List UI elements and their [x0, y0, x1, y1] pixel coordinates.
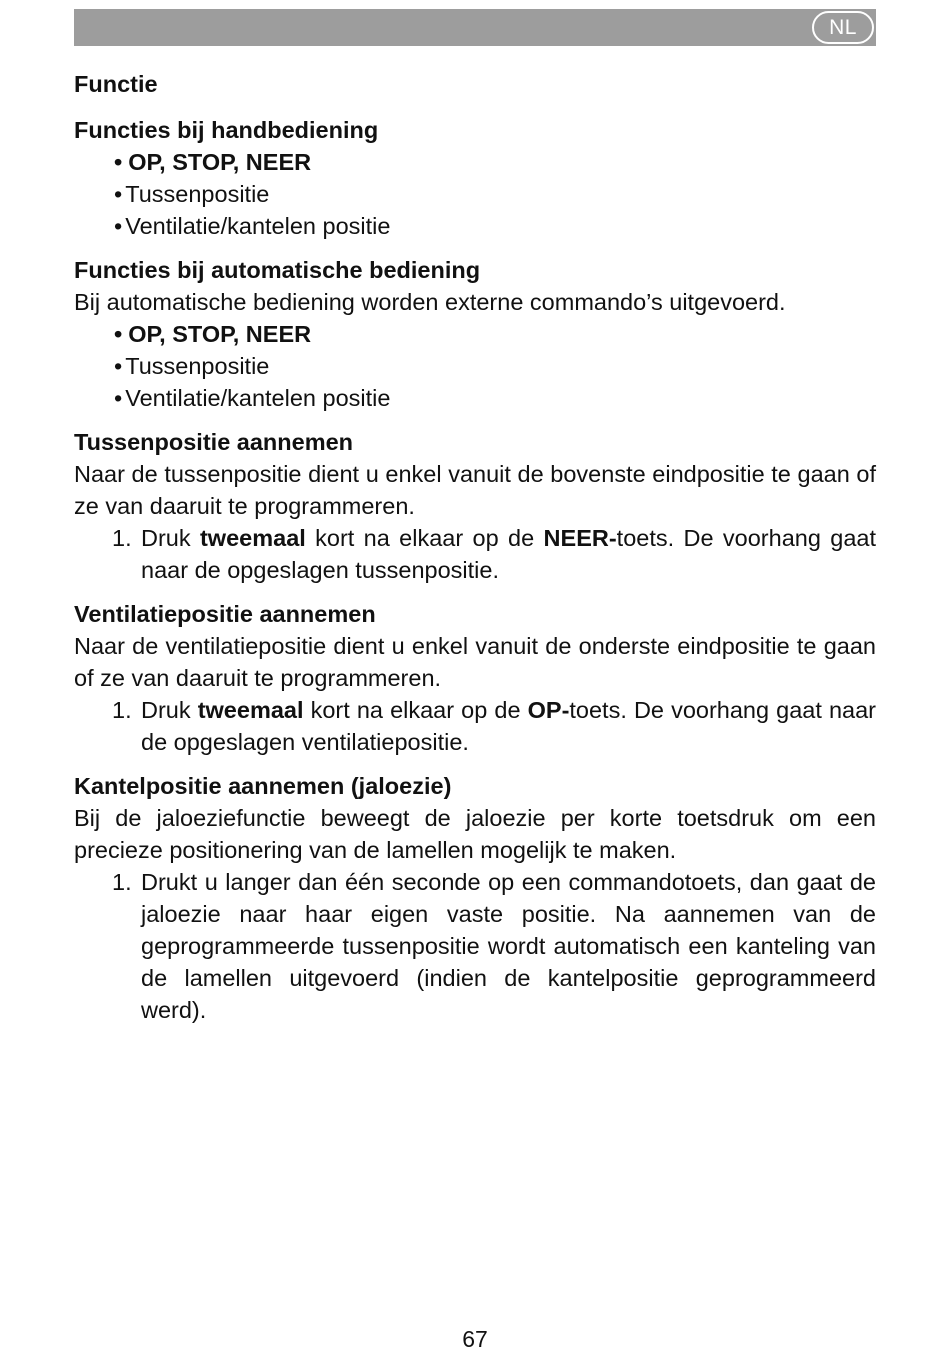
section-heading: Kantelpositie aannemen (jaloezie) — [74, 773, 452, 799]
step-emphasis: tweemaal — [199, 525, 306, 551]
list-item: • Tussenpositie — [114, 350, 876, 382]
section-ventilation — [74, 598, 876, 758]
section-text: Bij automatische bediening worden externe commando’s uitgevoerd. — [74, 289, 786, 315]
page-content — [74, 68, 876, 1026]
step-text: toets. De voorhang gaat naar de opgeslagen ventilatiepositie. — [141, 697, 876, 755]
list-item: • Ventilatie/kantelen positie — [114, 382, 876, 414]
numbered-step — [74, 866, 876, 1026]
section-heading: Tussenpositie aannemen — [74, 429, 354, 455]
section-intermediate — [74, 426, 876, 586]
list-item: • OP, STOP, NEER — [114, 146, 876, 178]
step-number: 1. — [112, 869, 132, 895]
step-text: Druk — [141, 525, 200, 551]
section-automatic — [74, 254, 876, 414]
section-tilt — [74, 770, 876, 1026]
page-title: Functie — [74, 71, 158, 97]
bullet-list — [74, 318, 876, 414]
header-bar — [74, 9, 876, 46]
step-text: toets. De voorhang gaat naar de opgeslagen tussenpositie. — [141, 525, 876, 583]
step-text: Drukt u langer dan één seconde op een commandotoets, dan gaat de jaloezie naar haar eigen vaste positie. Na aannemen van de geprogrammeerde tussenpositie wordt automatisch een kanteling van de lamellen uitgevoerd (indien de kantelpositie geprogrammeerd werd). — [141, 869, 876, 1023]
section-text: Naar de ventilatiepositie dient u enkel vanuit de onderste eindpositie te gaan of ze van daaruit te programmeren. — [74, 633, 876, 691]
section-text: Bij de jaloeziefunctie beweegt de jaloezie per korte toetsdruk om een precieze positionering van de lamellen mogelijk te maken. — [74, 805, 876, 863]
step-text: kort na elkaar op de — [305, 525, 544, 551]
step-emphasis: NEER- — [543, 525, 617, 551]
bullet-list — [74, 146, 876, 242]
section-heading: Functies bij handbediening — [74, 117, 379, 143]
step-emphasis: tweemaal — [197, 697, 304, 723]
page-number: 67 — [462, 1326, 488, 1352]
section-text: Naar de tussenpositie dient u enkel vanuit de bovenste eindpositie te gaan of ze van daaruit te programmeren. — [74, 461, 876, 519]
step-number: 1. — [112, 697, 132, 723]
numbered-step — [74, 522, 876, 586]
language-badge: NL — [812, 11, 874, 44]
list-item: • OP, STOP, NEER — [114, 318, 876, 350]
list-item: • Ventilatie/kantelen positie — [114, 210, 876, 242]
step-text: Druk — [141, 697, 198, 723]
step-emphasis: OP- — [527, 697, 570, 723]
section-manual — [74, 114, 876, 242]
step-number: 1. — [112, 525, 132, 551]
list-item: • Tussenpositie — [114, 178, 876, 210]
step-text: kort na elkaar op de — [303, 697, 528, 723]
section-heading: Functies bij automatische bediening — [74, 257, 481, 283]
numbered-step — [74, 694, 876, 758]
section-heading: Ventilatiepositie aannemen — [74, 601, 376, 627]
